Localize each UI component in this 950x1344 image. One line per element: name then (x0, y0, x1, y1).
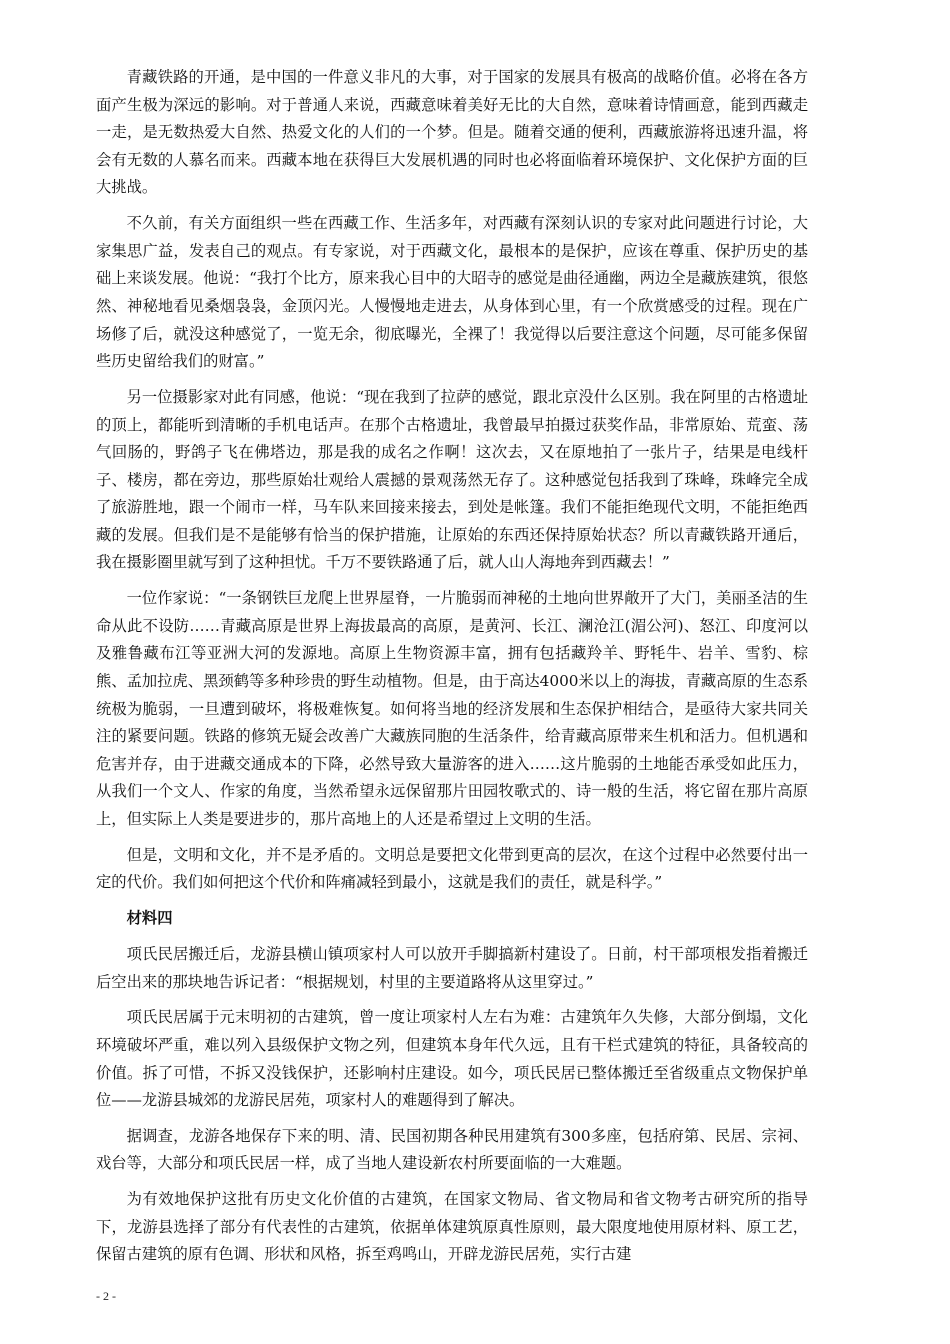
paragraph: 不久前，有关方面组织一些在西藏工作、生活多年，对西藏有深刻认识的专家对此问题进行讨论，大家集思广益，发表自己的观点。有专家说，对于西藏文化，最根本的是保护，应该在尊重、保护历史的基础上来谈发展。他说：“我打个比方，原来我心目中的大昭寺的感觉是曲径通幽，两边全是藏族建筑，很悠然、神秘地看见桑烟袅袅，金顶闪光。人慢慢地走进去，从身体到心里，有一个欣赏感受的过程。现在广场修了后，就没这种感觉了，一览无余，彻底曝光，全裸了！我觉得以后要注意这个问题，尽可能多保留些历史留给我们的财富。” (96, 214, 808, 371)
paragraph: 青藏铁路的开通，是中国的一件意义非凡的大事，对于国家的发展具有极高的战略价值。必将在各方面产生极为深远的影响。对于普通人来说，西藏意味着美好无比的大自然，意味着诗情画意，能到西藏走一走，是无数热爱大自然、热爱文化的人们的一个梦。但是。随着交通的便利，西藏旅游将迅速升温，将会有无数的人慕名而来。西藏本地在获得巨大发展机遇的同时也必将面临着环境保护、文化保护方面的巨大挑战。 (96, 68, 808, 197)
paragraph: 为有效地保护这批有历史文化价值的古建筑，在国家文物局、省文物局和省文物考古研究所的指导下，龙游县选择了部分有代表性的古建筑，依据单体建筑原真性原则，最大限度地使用原材料、原工艺，保留古建筑的原有色调、形状和风格，拆至鸡鸣山，开辟龙游民居苑，实行古建 (96, 1190, 808, 1264)
paragraph: 项氏民居属于元末明初的古建筑，曾一度让项家村人左右为难：古建筑年久失修，大部分倒塌，文化环境破坏严重，难以列入县级保护文物之列，但建筑本身年代久远，且有干栏式建筑的特征，具备较高的价值。拆了可惜，不拆又没钱保护，还影响村庄建设。如今，项氏民居已整体搬迁至省级重点文物保护单位——龙游县城郊的龙游民居苑，项家村人的难题得到了解决。 (96, 1008, 808, 1110)
document-body (96, 64, 808, 1277)
page-number: - 2 - (96, 1289, 116, 1303)
paragraph: 据调查，龙游各地保存下来的明、清、民国初期各种民用建筑有300多座，包括府第、民居、宗祠、戏台等，大部分和项氏民居一样，成了当地人建设新农村所要面临的一大难题。 (96, 1126, 808, 1173)
paragraph: 一位作家说：“一条钢铁巨龙爬上世界屋脊，一片脆弱而神秘的土地向世界敞开了大门，美丽圣洁的生命从此不设防……青藏高原是世界上海拔最高的高原，是黄河、长江、澜沧江(湄公河)、怒江、印度河以及雅鲁藏布江等亚洲大河的发源地。高原上生物资源丰富，拥有包括藏羚羊、野牦牛、岩羊、雪豹、棕熊、孟加拉虎、黑颈鹤等多种珍贵的野生动植物。但是，由于高达4000米以上的海拔，青藏高原的生态系统极为脆弱，一旦遭到破坏，将极难恢复。如何将当地的经济发展和生态保护相结合，是亟待大家共同关注的紧要问题。铁路的修筑无疑会改善广大藏族同胞的生活条件，给青藏高原带来生机和活力。但机遇和危害并存，由于进藏交通成本的下降，必然导致大量游客的进入……这片脆弱的土地能否承受如此压力，从我们一个文人、作家的角度，当然希望永远保留那片田园牧歌式的、诗一般的生活，将它留在那片高原上，但实际上人类是要进步的，那片高地上的人还是希望过上文明的生活。 (96, 589, 808, 828)
paragraph: 但是，文明和文化，并不是矛盾的。文明总是要把文化带到更高的层次，在这个过程中必然要付出一定的代价。我们如何把这个代价和阵痛减轻到最小，这就是我们的责任，就是科学。” (96, 845, 808, 892)
paragraph: 另一位摄影家对此有同感，他说：“现在我到了拉萨的感觉，跟北京没什么区别。我在阿里的古格遗址的顶上，都能听到清晰的手机电话声。在那个古格遗址，我曾最早拍摄过获奖作品，非常原始、荒蛮、荡气回肠的，野鸽子飞在佛塔边，那是我的成名之作啊！这次去，又在原地拍了一张片子，结果是电线杆子、楼房，都在旁边，那些原始壮观给人震撼的景观荡然无存了。这种感觉包括我到了珠峰，珠峰完全成了旅游胜地，跟一个闹市一样，马车队来回接来接去，到处是帐篷。我们不能拒绝现代文明，不能拒绝西藏的发展。但我们是不是能够有恰当的保护措施，让原始的东西还保持原始状态？所以青藏铁路开通后，我在摄影圈里就写到了这种担忧。千万不要铁路通了后，就人山人海地奔到西藏去！” (96, 387, 808, 572)
paragraph: 项氏民居搬迁后，龙游县横山镇项家村人可以放开手脚搞新村建设了。日前，村干部项根发指着搬迁后空出来的那块地告诉记者：“根据规划，村里的主要道路将从这里穿过。” (96, 944, 808, 991)
section-heading: 材料四 (126, 909, 173, 928)
